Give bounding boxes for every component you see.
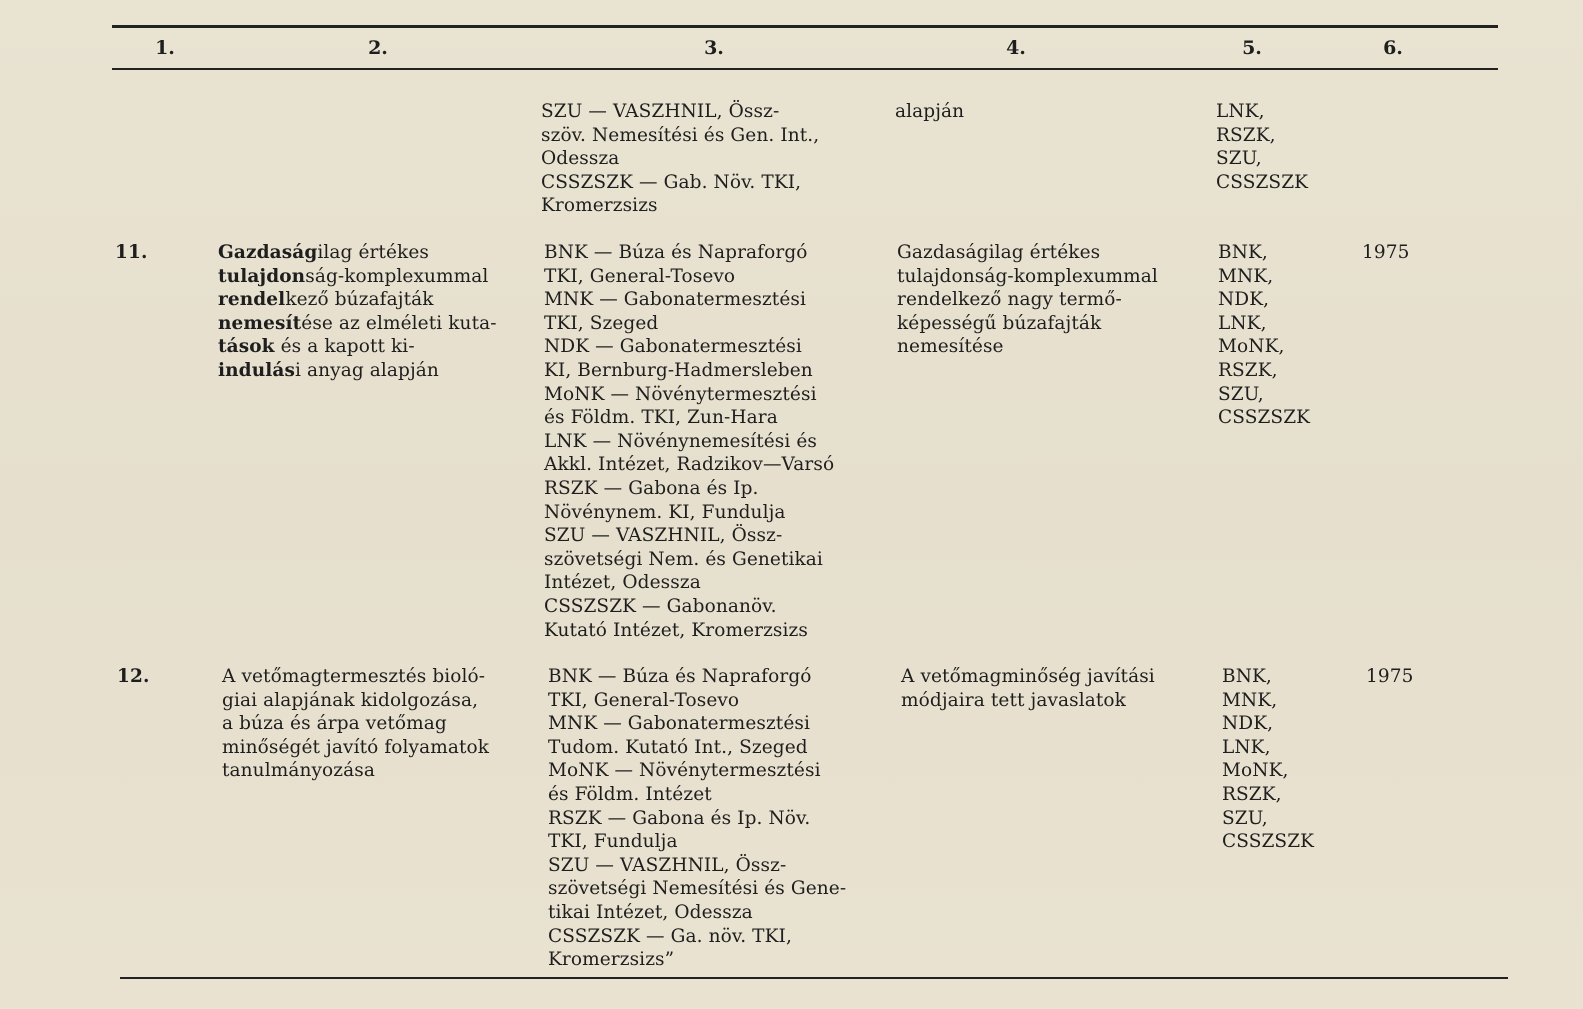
title-line: Gazdaságilag értékes (218, 242, 429, 263)
table-row-12-institutes: BNK — Búza és Napraforgó TKI, General-Tosevo MNK — Gabonatermesztési Tudom. Kutató Int., Szeged MoNK — Növénytermesztési és Földm. Intézet RSZK — Gabona és Ip. Növ. TKI, Fundulja SZU — VASZHNIL, Össz- szövetségi Nemesítési és Gene- tikai Intézet, Odessza CSSZSZK — Ga. növ. TKI, Kromerzsizs” (548, 666, 847, 971)
table-row-12-title: A vetőmagtermesztés bioló- giai alapjának kidolgozása, a búza és árpa vetőmag minőségét javító folyamatok tanulmányozása (222, 666, 490, 782)
bottom-rule (120, 977, 1508, 979)
table-row-12-countries: BNK, MNK, NDK, LNK, MoNK, RSZK, SZU, CSSZSZK (1222, 666, 1315, 853)
title-line: tulajdonság-komplexummal (218, 265, 489, 287)
title-line: tások és a kapott ki- (218, 336, 415, 358)
table-row-12-year: 1975 (1366, 666, 1414, 687)
header-col-1: 1. (155, 37, 175, 59)
top-rule (112, 25, 1498, 28)
header-col-4: 4. (1006, 37, 1026, 59)
table-row-11-countries: BNK, MNK, NDK, LNK, MoNK, RSZK, SZU, CSSZSZK (1218, 242, 1311, 429)
table-row-12-result: A vetőmagminőség javítási módjaira tett javaslatok (901, 666, 1155, 711)
table-row-11-title (218, 241, 538, 383)
table-row-11-institutes: BNK — Búza és Napraforgó TKI, General-Tosevo MNK — Gabonatermesztési TKI, Szeged NDK — Gabonatermesztési KI, Bernburg-Hadmersleben MoNK — Növénytermesztési és Földm. TKI, Zun-Hara LNK — Növénynemesítési és Akkl. Intézet, Radzikov—Varsó RSZK — Gabona és Ip. Növénynem. KI, Fundulja SZU — VASZHNIL, Össz- szövetségi Nem. és Genetikai Intézet, Odessza CSSZSZK — Gabonanöv. Kutató Intézet, Kromerzsizs (544, 242, 835, 641)
title-line: nemesítése az elméleti kuta- (218, 312, 497, 334)
table-row-continued-countries: LNK, RSZK, SZU, CSSZSZK (1216, 101, 1309, 193)
header-col-2: 2. (368, 37, 388, 59)
header-col-5: 5. (1242, 37, 1262, 59)
table-row-continued-institutes: SZU — VASZHNIL, Össz- szöv. Nemesítési és Gen. Int., Odessza CSSZSZK — Gab. Növ. TKI, Kromerzsizs (541, 101, 820, 217)
table-row-12-number: 12. (117, 666, 150, 687)
title-line: rendelkező búzafajták (218, 289, 434, 311)
header-bottom-rule (112, 68, 1498, 70)
header-col-6: 6. (1383, 37, 1403, 59)
table-row-11-number: 11. (115, 242, 148, 263)
table-row-11-year: 1975 (1362, 242, 1410, 263)
table-row-continued-result: alapján (895, 101, 965, 122)
title-line: indulási anyag alapján (218, 359, 439, 381)
table-row-11-result: Gazdaságilag értékes tulajdonság-komplexummal rendelkező nagy termő- képességű búzafajták nemesítése (897, 242, 1158, 358)
header-col-3: 3. (704, 37, 724, 59)
